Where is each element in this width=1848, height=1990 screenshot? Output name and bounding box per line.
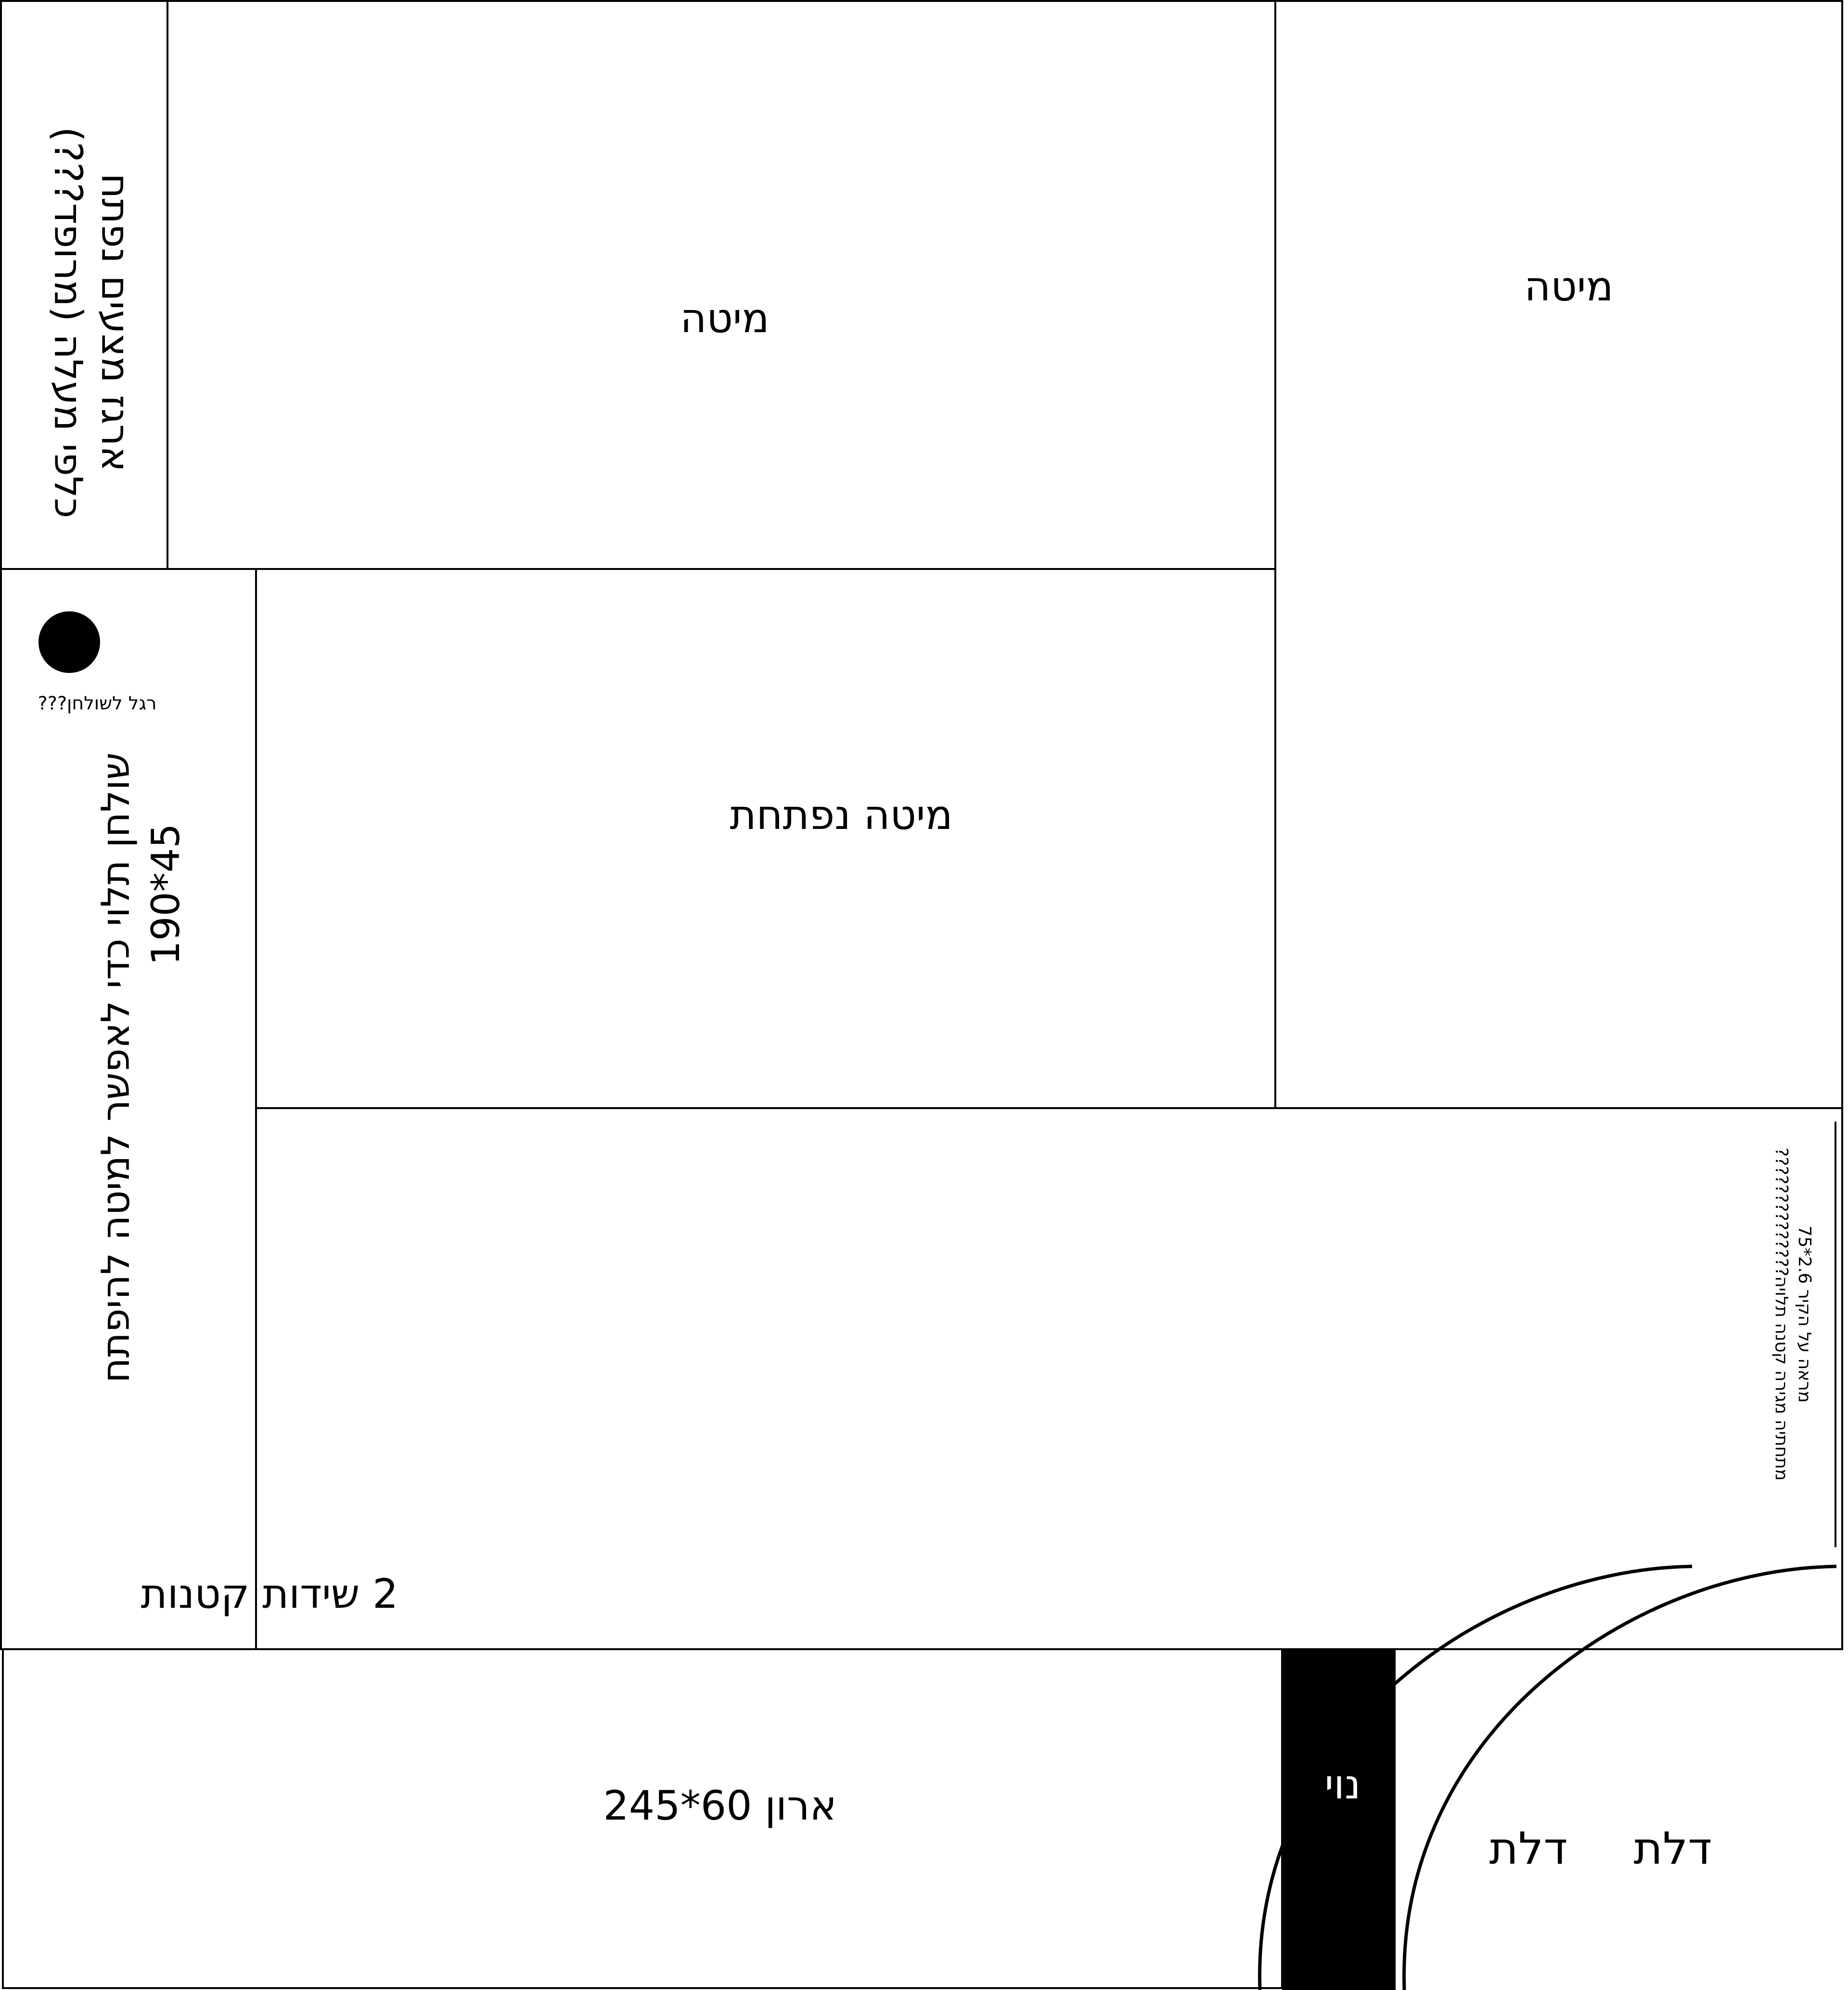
storage-box-label-line1: ארגז מצעים נפתח	[93, 173, 138, 472]
bed-right-label: מיטה	[1524, 263, 1614, 310]
mirror-label-line1: מראה על הקיר 2.6*75	[1795, 1225, 1814, 1403]
drawers-label: 2 שידות קטנות	[141, 1570, 398, 1617]
mirror-label-line2: מתחתיה מגירה קטנה תלויה??????????????	[1771, 1147, 1791, 1481]
folding-bed-area	[256, 569, 1275, 1108]
open-floor-area	[256, 1108, 1842, 1649]
folding-bed-label: מיטה נפתחת	[730, 791, 953, 839]
bed-top-label: מיטה	[680, 295, 770, 342]
bed-top-area	[167, 1, 1275, 569]
storage-box-label	[46, 127, 138, 518]
hanging-table-label-line1: שולחן תלוי כדי לאפשר למיטה להיפתח	[93, 752, 138, 1383]
door-left-label: דלת	[1489, 1823, 1568, 1874]
door-right-label: דלת	[1633, 1823, 1712, 1874]
bed-right-area	[1275, 1, 1842, 1108]
mirror-label	[1771, 1148, 1814, 1481]
niche-label: נוי	[1324, 1761, 1361, 1808]
hanging-table-label-line2: 190*45	[143, 823, 188, 966]
wardrobe-label: ארון 60*245	[603, 1782, 837, 1829]
hanging-table-label	[93, 752, 188, 1383]
table-leg-label: רגל לשולחן???	[38, 693, 157, 714]
table-leg-dot	[38, 611, 100, 673]
storage-box-label-line2: כלפי מעלה (מרופד???)	[46, 127, 90, 518]
